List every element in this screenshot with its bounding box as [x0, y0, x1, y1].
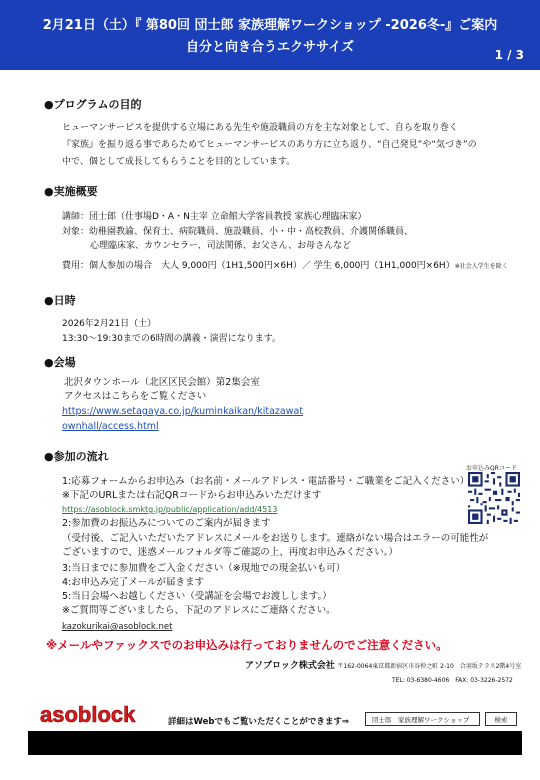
fee-text — [62, 259, 508, 274]
search-button[interactable]: 検索 — [485, 712, 517, 726]
contact-email-link[interactable]: kazokurikai@asoblock.net — [62, 622, 173, 632]
contact-note: ※ご質問等ございましたら、下記のアドレスにご連絡ください。 — [62, 605, 336, 616]
step-2-note-1: （受付後、ご記入いただいたアドレスにメールをお送りします。連絡がない場合はエラーの可能性が — [62, 533, 489, 544]
company-tel-fax: TEL: 03-6380-4606 FAX: 03-3226-2572 — [392, 677, 513, 684]
date-heading: ●日時 — [44, 294, 76, 307]
step-3: 3:当日までに参加費をご入金ください（※現地での現金払いも可） — [62, 563, 346, 574]
footer-bar — [28, 731, 522, 755]
flow-heading: ●参加の流れ — [44, 450, 109, 463]
company-address: 〒162-0064東京都新宿区市谷仲之町 2-10 合羽坂テラス2階4号室 — [337, 663, 522, 670]
date-line-2: 13:30～19:30までの6時間の講義・演習になります。 — [62, 334, 281, 344]
purpose-line-1: ヒューマンサービスを提供する立場にある先生や施設職員の方を主な対象として、自らを取り巻く — [62, 123, 458, 133]
application-url-link[interactable]: https://asoblock.smktg.jp/public/application/add/4513 — [62, 505, 278, 514]
lecturer-text: 講師：団士郎（仕事場D・A・N主宰 立命館大学客員教授 家族心理臨床家） — [62, 212, 367, 222]
venue-heading: ●会場 — [44, 356, 76, 369]
overview-heading: ●実施概要 — [44, 185, 98, 198]
purpose-heading: ●プログラムの目的 — [44, 98, 142, 111]
target-text-2: 心理臨床家、カウンセラー、司法関係、お父さん、お母さんなど — [90, 241, 352, 251]
qr-code-image[interactable] — [468, 472, 520, 524]
purpose-line-3: 中で、個として成長してもらうことを目的としています。 — [62, 157, 296, 167]
company-name: アソブロック株式会社 — [245, 661, 335, 671]
step-5: 5:当日会場へお越しください（受講証を会場でお渡しします。） — [62, 591, 332, 602]
venue-access-text: アクセスはこちらをご覧ください — [64, 391, 207, 402]
step-1: 1:応募フォームからお申込み（お名前・メールアドレス・電話番号・ご職業をご記入ください） — [62, 476, 470, 487]
step-4: 4:お申込み完了メールが届きます — [62, 577, 205, 588]
qr-code-label: お申込みQRコード — [466, 465, 517, 472]
page-number: 1 / 3 — [494, 48, 524, 62]
page-title: 2月21日（土）『 第80回 団士郎 家族理解ワークショップ -2026冬-』ご案内 — [42, 18, 498, 33]
step-2: 2:参加費のお振込みについてのご案内が届きます — [62, 518, 271, 529]
venue-access-link-2[interactable]: ownhall/access.html — [62, 421, 159, 432]
asoblock-logo — [38, 699, 143, 729]
company-info — [245, 659, 521, 674]
target-text-1: 対象：幼稚園教諭、保育士、病院職員、施設職員、小・中・高校教員、介護関係職員、 — [62, 227, 414, 237]
purpose-line-2: 『家族』を振り返る事であらためてヒューマンサービスのあり方に立ち返り、“自己発見”や“気づき”の — [62, 140, 477, 150]
page-subtitle: 自分と向き合うエクササイズ — [186, 40, 354, 55]
web-details-note: 詳細はWebでもご覧いただくことができます⇒ — [168, 717, 350, 727]
step-1-note: ※下記のURLまたは右記QRコードからお申込みいただけます — [62, 490, 322, 501]
header-banner — [0, 0, 540, 70]
no-email-fax-notice: ※メールやファックスでのお申込みは行っておりませんのでご注意ください。 — [46, 638, 448, 652]
fee-note: ※社会人学生を除く — [454, 263, 508, 270]
search-input[interactable]: 団士郎 家族理解ワークショップ — [365, 712, 480, 726]
svg-text:asoblock: asoblock — [40, 702, 136, 727]
venue-name: 北沢タウンホール（北区区民会館）第2集会室 — [64, 377, 260, 388]
fee-main: 費用：個人参加の場合 大人 9,000円（1H1,500円×6H）／ 学生 6,000円（1H1,000円×6H） — [62, 261, 455, 271]
step-2-note-2: ございますので、迷惑メールフォルダ等ご確認の上、再度お申込みください。） — [62, 547, 399, 558]
venue-access-link-1[interactable]: https://www.setagaya.co.jp/kuminkaikan/kitazawat — [62, 406, 304, 417]
date-line-1: 2026年2月21日（土） — [62, 319, 157, 329]
